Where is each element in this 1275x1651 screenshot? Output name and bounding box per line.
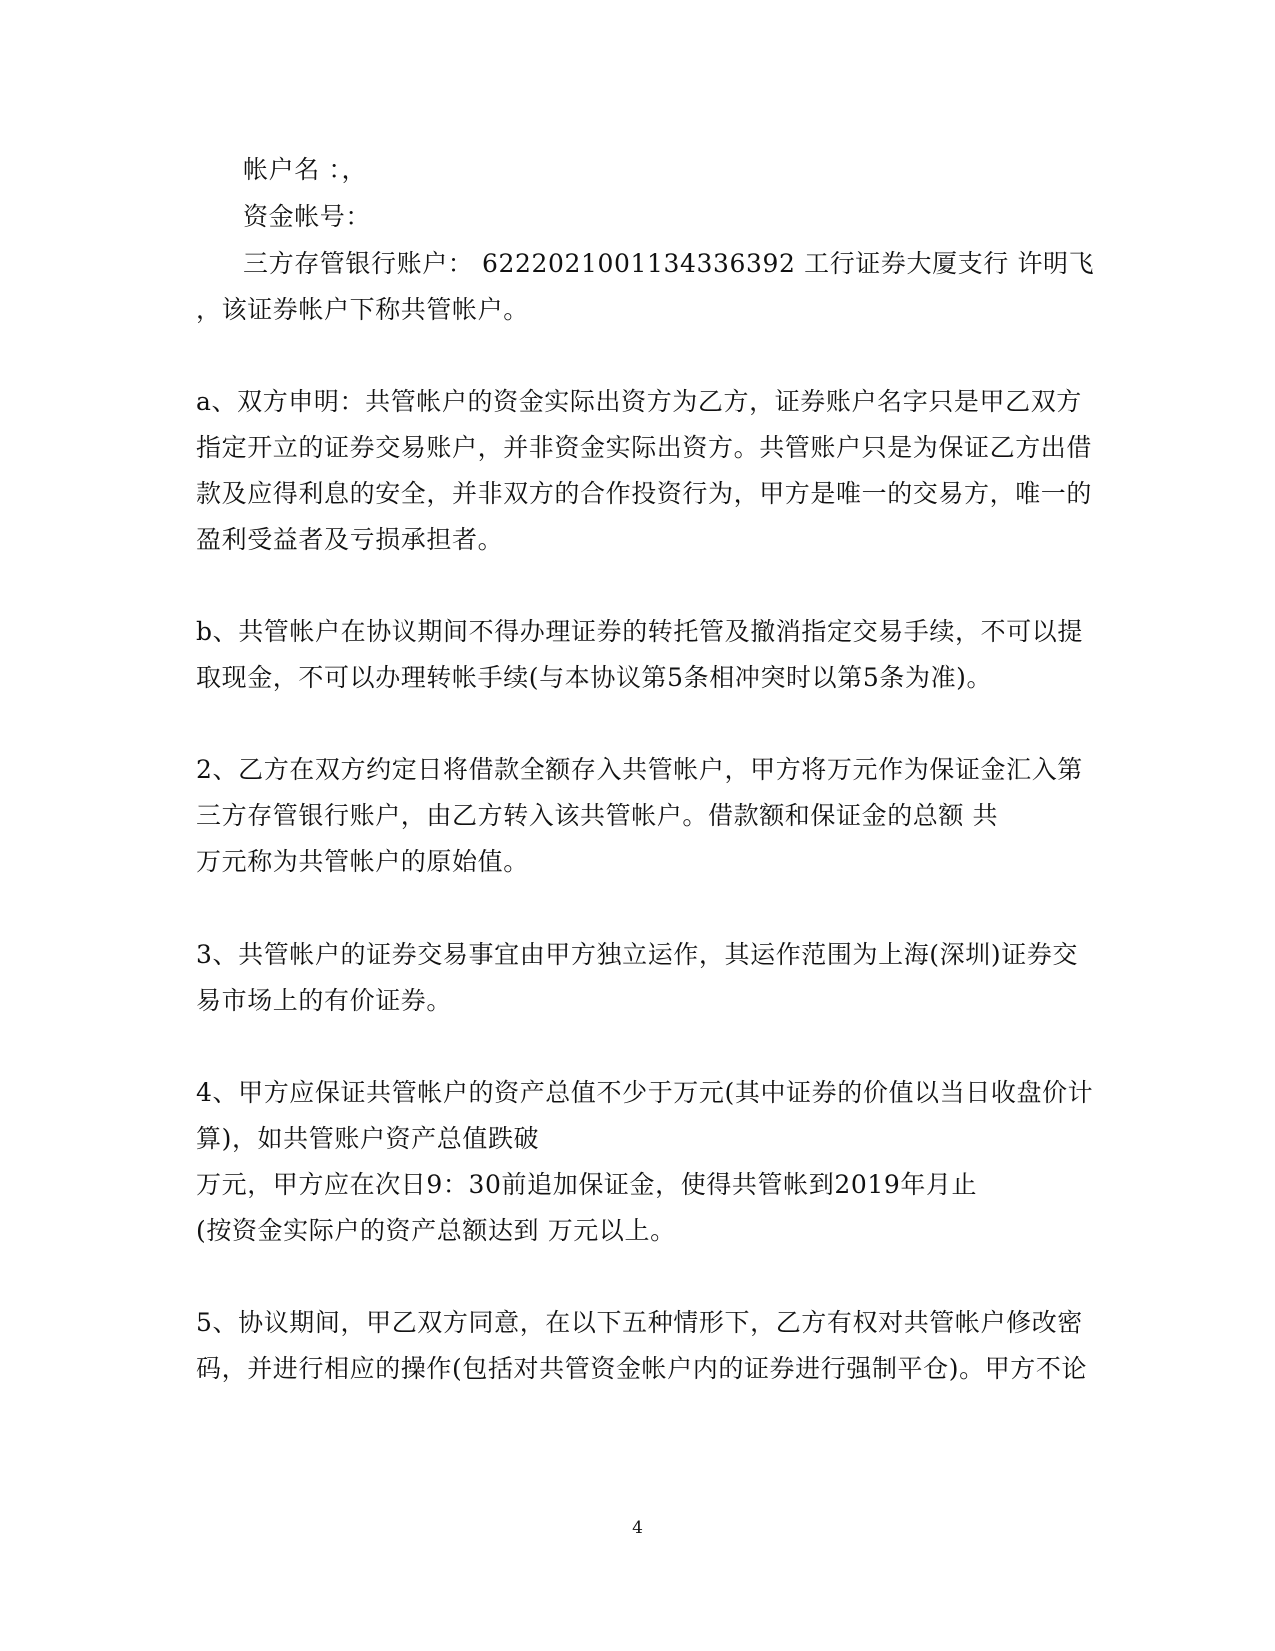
clause-4-line: (按资金实际户的资产总额达到 万元以上。 (196, 1216, 676, 1245)
clause-b-line: 取现金，不可以办理转帐手续(与本协议第5条相冲突时以第5条为准)。 (196, 663, 993, 692)
clause-a-line: 指定开立的证券交易账户，并非资金实际出资方。共管账户只是为保证乙方出借 (196, 433, 1093, 462)
clause-4-line: 4、甲方应保证共管帐户的资产总值不少于万元(其中证券的价值以当日收盘价计 (196, 1078, 1094, 1107)
bank-account-continuation: ，该证券帐户下称共管帐户。 (196, 295, 529, 324)
clause-4-line: 万元，甲方应在次日9：30前追加保证金，使得共管帐到2019年月止 (196, 1170, 978, 1199)
clause-b-line: b、共管帐户在协议期间不得办理证券的转托管及撤消指定交易手续，不可以提 (196, 617, 1084, 646)
clause-5-line: 码，并进行相应的操作(包括对共管资金帐户内的证券进行强制平仓)。甲方不论 (196, 1354, 1088, 1383)
clause-a-line: 款及应得利息的安全，并非双方的合作投资行为，甲方是唯一的交易方，唯一的 (196, 479, 1093, 508)
fund-account-line: 资金帐号： (243, 202, 372, 231)
clause-a-line: 盈利受益者及亏损承担者。 (196, 525, 504, 554)
clause-4-line: 算)，如共管账户资产总值跌破 (196, 1124, 540, 1153)
clause-2-line: 万元称为共管帐户的原始值。 (196, 847, 529, 876)
clause-3-line: 3、共管帐户的证券交易事宜由甲方独立运作，其运作范围为上海(深圳)证券交 (196, 940, 1079, 969)
clause-5-line: 5、协议期间，甲乙双方同意，在以下五种情形下，乙方有权对共管帐户修改密 (196, 1308, 1083, 1337)
bank-account-line: 三方存管银行账户： 6222021001134336392 工行证券大厦支行 许明飞 (243, 249, 1095, 278)
clause-3-line: 易市场上的有价证券。 (196, 986, 453, 1015)
clause-a-line: a、双方申明：共管帐户的资金实际出资方为乙方，证券账户名字只是甲乙双方 (196, 387, 1082, 416)
account-name-line: 帐户名 ：， (243, 155, 368, 184)
page-number: 4 (632, 1518, 643, 1538)
clause-2-line: 2、乙方在双方约定日将借款全额存入共管帐户，甲方将万元作为保证金汇入第 (196, 755, 1083, 784)
clause-2-line: 三方存管银行账户，由乙方转入该共管帐户。借款额和保证金的总额 共 (196, 801, 999, 830)
